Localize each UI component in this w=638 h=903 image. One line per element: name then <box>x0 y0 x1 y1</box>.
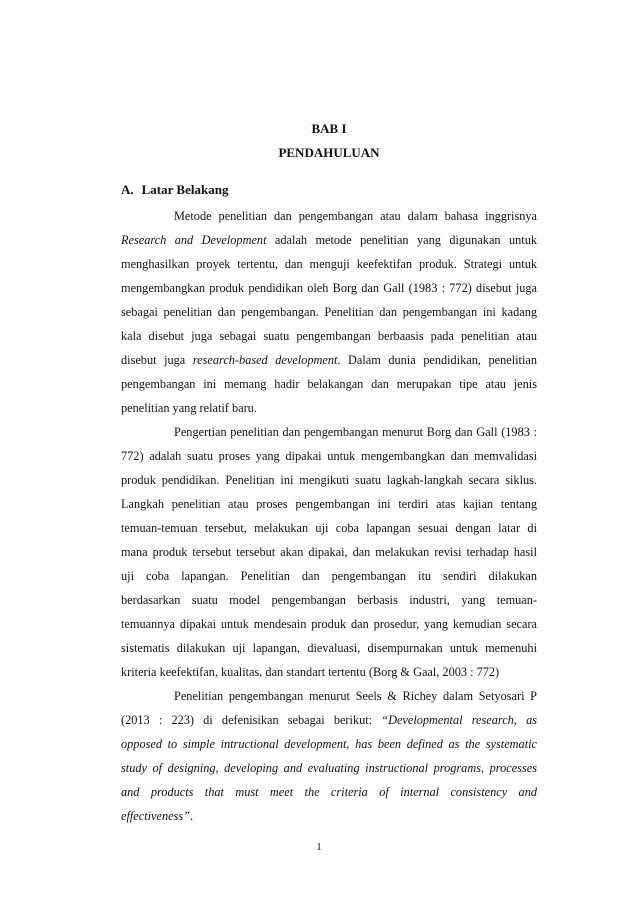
text-line <box>121 516 537 540</box>
text-line <box>121 396 537 420</box>
text-segment: Penelitian pengembangan menurut Seels & Richey dalam Setyosari P <box>174 689 537 703</box>
text-segment: uji coba lapangan. Penelitian dan pengembangan itu sendiri dilakukan <box>121 569 537 583</box>
text-line <box>121 756 537 780</box>
body-text <box>121 204 537 828</box>
italic-text-segment: opposed to simple intructional development, has been defined as the systematic <box>121 737 537 751</box>
text-line <box>121 492 537 516</box>
text-line <box>121 372 537 396</box>
text-line <box>121 636 537 660</box>
section-heading <box>121 182 228 198</box>
text-line <box>121 276 537 300</box>
text-line <box>121 564 537 588</box>
text-line <box>121 468 537 492</box>
text-segment: Pengertian penelitian dan pengembangan menurut Borg dan Gall (1983 : <box>174 425 537 439</box>
text-segment: . Dalam dunia pendidikan, penelitian <box>337 353 537 367</box>
text-segment: sebagai penelitian dan pengembangan. Penelitian dan pengembangan ini kadang <box>121 305 537 319</box>
text-segment: produk pendidikan. Penelitian ini mengikuti suatu lagkah-langkah secara siklus. <box>121 473 537 487</box>
text-segment: temuan-temuan tersebut, melakukan uji coba lapangan sesuai dengan latar di <box>121 521 537 535</box>
text-line <box>121 204 537 228</box>
text-line <box>121 444 537 468</box>
text-line <box>121 588 537 612</box>
text-line <box>121 612 537 636</box>
text-segment: sistematis dilakukan uji lapangan, dievaluasi, disempurnakan untuk memenuhi <box>121 641 537 655</box>
text-segment: menghasilkan proyek tertentu, dan menguji keefektifan produk. Strategi untuk <box>121 257 537 271</box>
text-segment: Metode penelitian dan pengembangan atau dalam bahasa inggrisnya <box>174 209 537 223</box>
text-line <box>121 780 537 804</box>
text-segment: pengembangan ini memang hadir belakangan dan merupakan tipe atau jenis <box>121 377 537 391</box>
text-line <box>121 804 537 828</box>
text-segment: berdasarkan suatu model pengembangan berbasis industri, yang temuan- <box>121 593 537 607</box>
chapter-number: BAB I <box>311 121 347 136</box>
text-segment: mana produk tersebut tersebut akan dipakai, dan melakukan revisi terhadap hasil <box>121 545 537 559</box>
text-segment: disebut juga <box>121 353 193 367</box>
text-line <box>121 324 537 348</box>
text-line <box>121 732 537 756</box>
text-line <box>121 684 537 708</box>
text-segment: penelitian yang relatif baru. <box>121 401 257 415</box>
italic-text-segment: and products that must meet the criteria of internal consistency and <box>121 785 537 799</box>
text-line <box>121 708 537 732</box>
text-line <box>121 300 537 324</box>
text-segment: kriteria keefektifan, kualitas, dan standart tertentu (Borg & Gaal, 2003 : 772) <box>121 665 500 679</box>
text-segment: Langkah penelitian atau proses pengembangan ini terdiri atas kajian tentang <box>121 497 537 511</box>
text-segment: 772) adalah suatu proses yang dipakai untuk mengembangkan dan memvalidasi <box>121 449 537 463</box>
text-segment: temuannya dipakai untuk mendesain produk dan prosedur, yang kemudian secara <box>121 617 537 631</box>
section-title: Latar Belakang <box>141 182 229 197</box>
italic-text-segment: study of designing, developing and evaluating instructional programs, processes <box>121 761 537 775</box>
text-segment: mengembangkan produk pendidikan oleh Borg dan Gall (1983 : 772) disebut juga <box>121 281 537 295</box>
text-segment: kala disebut juga sebagai suatu pengembangan berbaasis pada penelitian atau <box>121 329 537 343</box>
text-line <box>121 420 537 444</box>
chapter-title: PENDAHULUAN <box>278 145 380 160</box>
text-line <box>121 540 537 564</box>
text-segment: adalah metode penelitian yang digunakan untuk <box>266 233 537 247</box>
page-number: 1 <box>316 841 322 853</box>
text-line <box>121 228 537 252</box>
text-line <box>121 252 537 276</box>
section-letter: A. <box>121 182 134 197</box>
text-line <box>121 660 537 684</box>
italic-text-segment: research-based development <box>192 353 338 367</box>
italic-text-segment: “Developmental research, as <box>381 713 538 727</box>
text-line <box>121 348 537 372</box>
text-segment: (2013 : 223) di defenisikan sebagai berikut: <box>121 713 382 727</box>
italic-text-segment: Research and Development <box>121 233 267 247</box>
italic-text-segment: effectiveness” <box>121 809 190 823</box>
text-segment: . <box>189 809 194 823</box>
